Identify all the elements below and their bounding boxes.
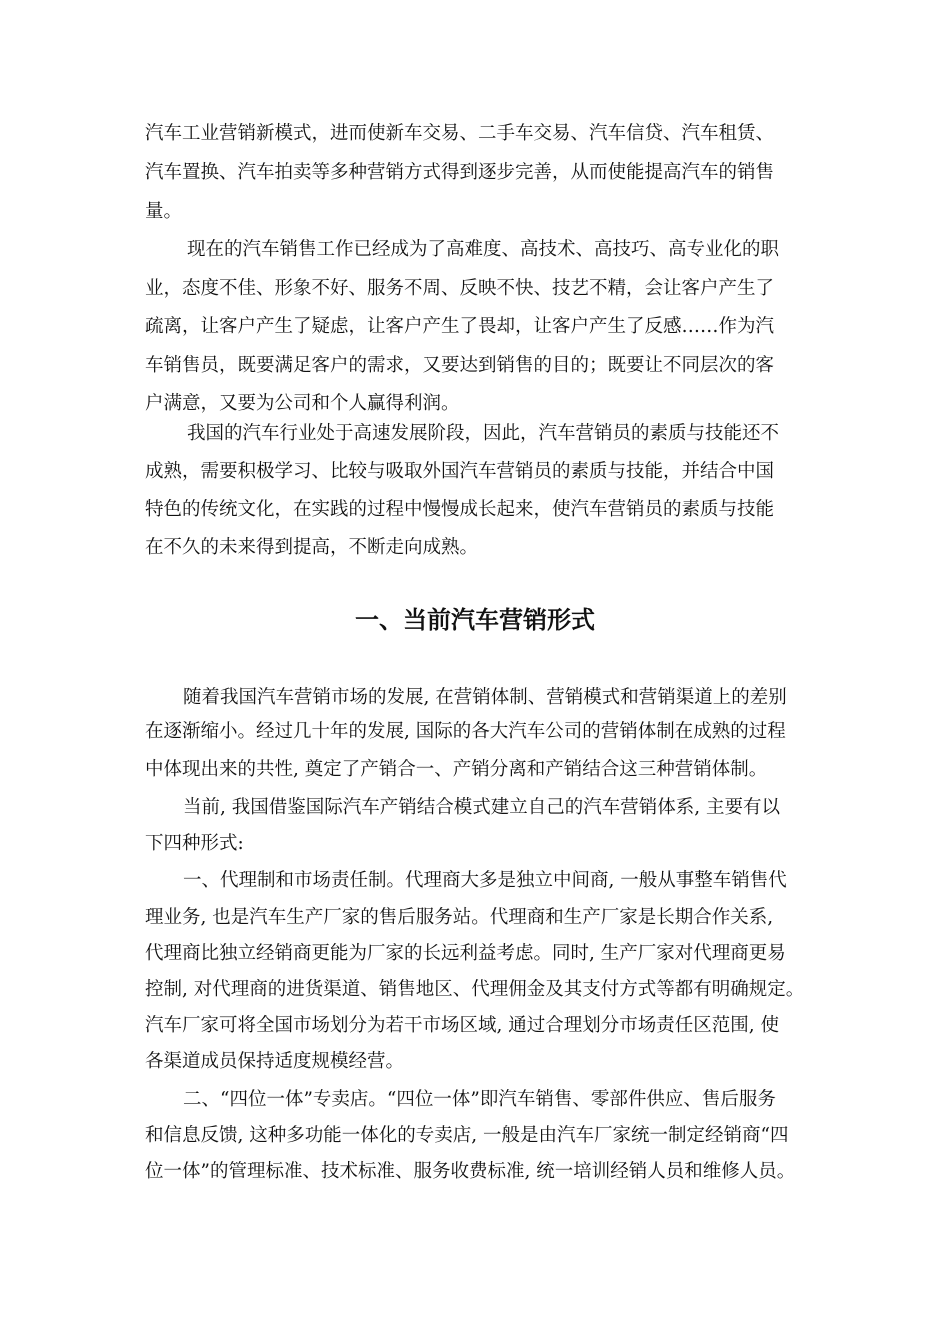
section-p1-line-3: 中体现出来的共性, 奠定了产销合一、产销分离和产销结合这三种营销体制。 xyxy=(145,759,768,780)
section-p1-line-2: 在逐渐缩小。经过几十年的发展, 国际的各大汽车公司的营销体制在成熟的过程 xyxy=(145,721,786,742)
intro-p3-line-4: 在不久的未来得到提高，不断走向成熟。 xyxy=(145,537,479,558)
intro-p2-line-1: 现在的汽车销售工作已经成为了高难度、高技术、高技巧、高专业化的职 xyxy=(187,239,780,260)
section-heading: 一、当前汽车营销形式 xyxy=(355,606,595,634)
intro-p3-line-2: 成熟，需要积极学习、比较与吸取外国汽车营销员的素质与技能，并结合中国 xyxy=(145,461,775,482)
intro-p2-line-5: 户满意，又要为公司和个人赢得利润。 xyxy=(145,393,460,414)
section-p3-line-5: 汽车厂家可将全国市场划分为若干市场区域, 通过合理划分市场责任区范围, 使 xyxy=(145,1015,780,1036)
intro-p1-line-3: 量。 xyxy=(145,201,183,222)
intro-p2-line-2: 业，态度不佳、形象不好、服务不周、反映不快、技艺不精，会让客户产生了 xyxy=(145,278,775,299)
section-p3-line-2: 理业务, 也是汽车生产厂家的售后服务站。代理商和生产厂家是长期合作关系, xyxy=(145,907,774,928)
intro-p2-line-3: 疏离，让客户产生了疑虑，让客户产生了畏却，让客户产生了反感……作为汽 xyxy=(145,316,775,337)
section-p3-line-1: 一、代理制和市场责任制。代理商大多是独立中间商, 一般从事整车销售代 xyxy=(183,870,787,891)
intro-p1-line-1: 汽车工业营销新模式，进而使新车交易、二手车交易、汽车信贷、汽车租赁、 xyxy=(145,123,775,144)
section-p1-line-1: 随着我国汽车营销市场的发展, 在营销体制、营销模式和营销渠道上的差别 xyxy=(183,687,787,708)
section-p4-line-1: 二、“四位一体”专卖店。“四位一体”即汽车销售、零部件供应、售后服务 xyxy=(183,1089,776,1110)
section-p4-line-3: 位一体”的管理标准、技术标准、服务收费标准, 统一培训经销人员和维修人员。 xyxy=(145,1161,796,1182)
intro-p3-line-1: 我国的汽车行业处于高速发展阶段，因此，汽车营销员的素质与技能还不 xyxy=(187,423,780,444)
intro-p1-line-2: 汽车置换、汽车拍卖等多种营销方式得到逐步完善，从而使能提高汽车的销售 xyxy=(145,162,775,183)
intro-p2-line-4: 车销售员，既要满足客户的需求，又要达到销售的目的；既要让不同层次的客 xyxy=(145,355,775,376)
section-p2-line-1: 当前, 我国借鉴国际汽车产销结合模式建立自己的汽车营销体系, 主要有以 xyxy=(183,797,781,818)
section-p3-line-4: 控制, 对代理商的进货渠道、销售地区、代理佣金及其支付方式等都有明确规定。 xyxy=(145,979,805,1000)
intro-p3-line-3: 特色的传统文化，在实践的过程中慢慢成长起来，使汽车营销员的素质与技能 xyxy=(145,499,775,520)
section-p4-line-2: 和信息反馈, 这种多功能一体化的专卖店, 一般是由汽车厂家统一制定经销商“四 xyxy=(145,1125,789,1146)
section-p3-line-3: 代理商比独立经销商更能为厂家的长远利益考虑。同时, 生产厂家对代理商更易 xyxy=(145,943,786,964)
section-p3-line-6: 各渠道成员保持适度规模经营。 xyxy=(145,1051,405,1072)
section-p2-line-2: 下四种形式: xyxy=(145,833,244,854)
